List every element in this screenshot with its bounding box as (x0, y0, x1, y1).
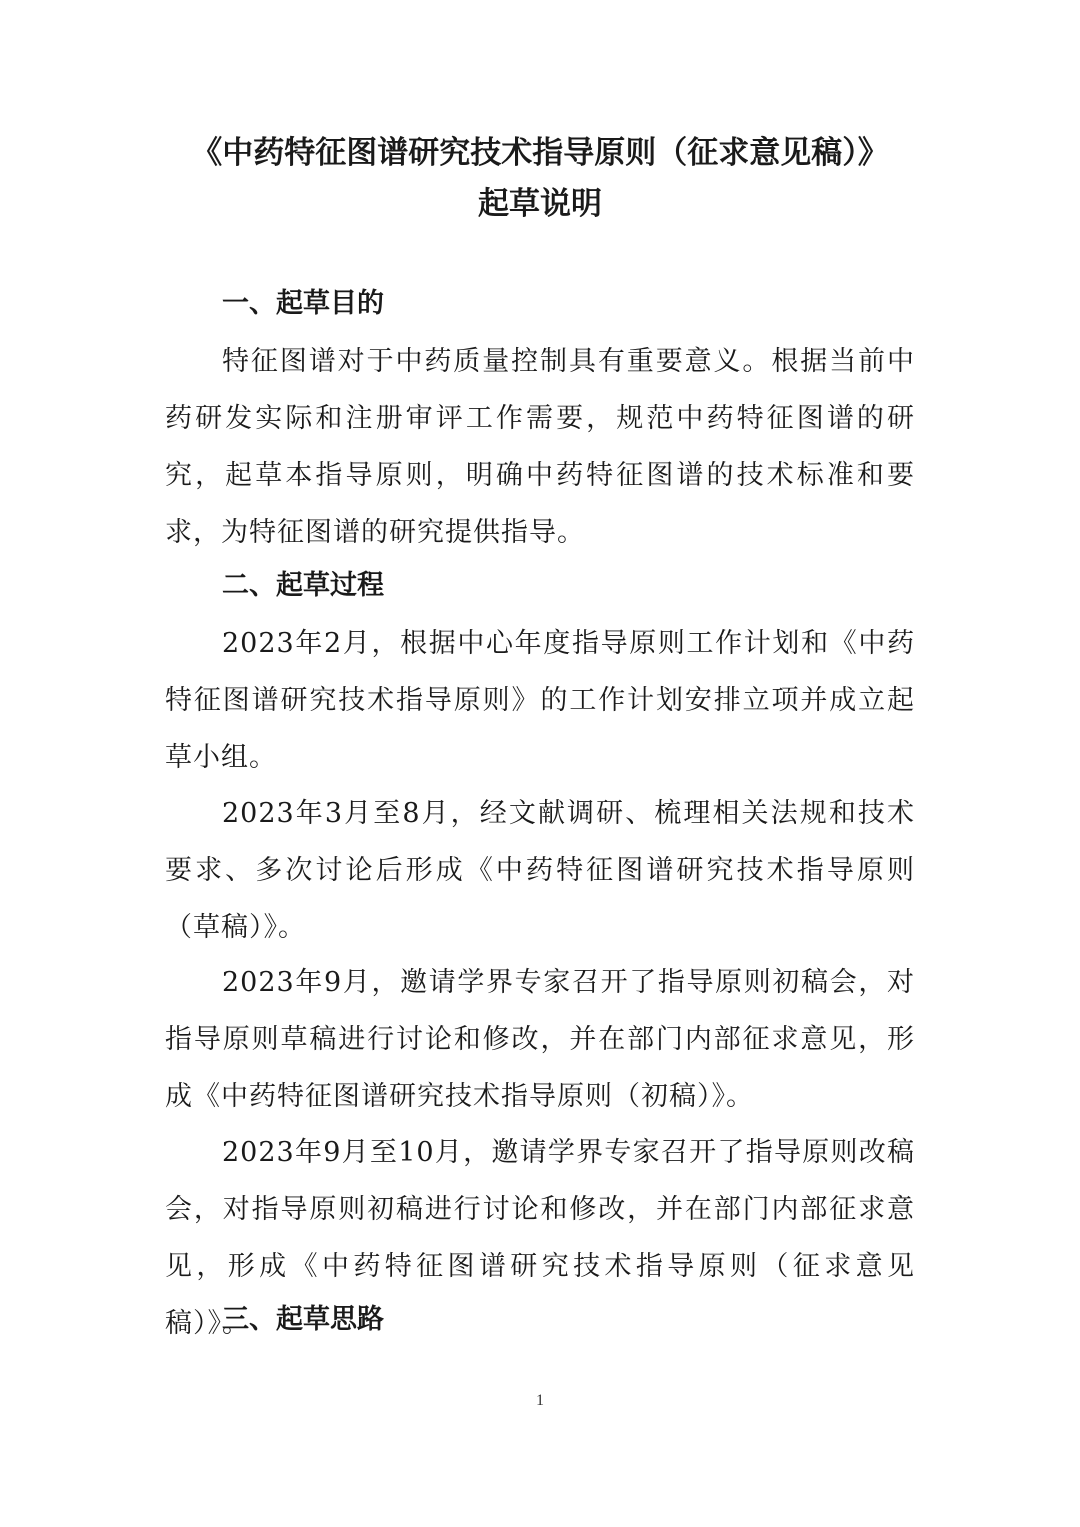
section-heading-approach: 三、起草思路 (222, 1304, 384, 1335)
document-subtitle: 起草说明 (478, 186, 602, 222)
page-number: 1 (536, 1392, 544, 1409)
paragraph-process-2: 2023年3月至8月，经文献调研、梳理相关法规和技术要求、多次讨论后形成《中药特征图谱研究技术指导原则（草稿）》。 (165, 798, 915, 943)
paragraph-process-1: 2023年2月，根据中心年度指导原则工作计划和《中药特征图谱研究技术指导原则》的工作计划安排立项并成立起草小组。 (165, 628, 915, 773)
section-heading-purpose: 一、起草目的 (222, 288, 384, 319)
section-heading-process: 二、起草过程 (222, 570, 384, 601)
paragraph-process-3: 2023年9月，邀请学界专家召开了指导原则初稿会，对指导原则草稿进行讨论和修改，并在部门内部征求意见，形成《中药特征图谱研究技术指导原则（初稿）》。 (165, 967, 915, 1112)
document-title: 《中药特征图谱研究技术指导原则（征求意见稿）》 (191, 135, 889, 171)
paragraph-process-4: 2023年9月至10月，邀请学界专家召开了指导原则改稿会，对指导原则初稿进行讨论和修改，并在部门内部征求意见，形成《中药特征图谱研究技术指导原则（征求意见稿）》。 (165, 1137, 915, 1339)
paragraph-purpose: 特征图谱对于中药质量控制具有重要意义。根据当前中药研发实际和注册审评工作需要，规范中药特征图谱的研究，起草本指导原则，明确中药特征图谱的技术标准和要求，为特征图谱的研究提供指导。 (165, 346, 915, 548)
